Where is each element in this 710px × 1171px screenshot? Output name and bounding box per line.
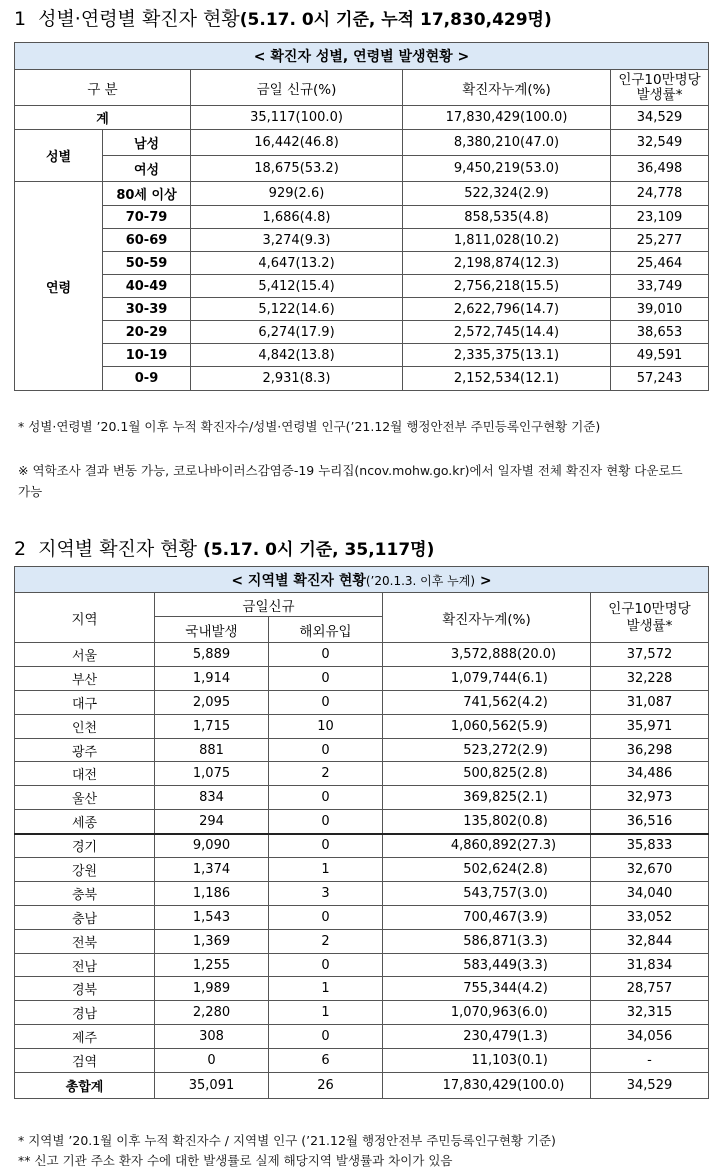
domestic-count: 1,369 xyxy=(155,929,269,953)
table-row xyxy=(15,858,709,882)
header-category: 구 분 xyxy=(15,70,191,106)
table-row xyxy=(15,977,709,1001)
region-name: 전북 xyxy=(15,929,155,953)
table-row: 20-29 6,274(17.9) 2,572,745(14.4) 38,653 xyxy=(15,321,709,344)
table-row xyxy=(15,738,709,762)
table-row xyxy=(15,929,709,953)
rate-cell: 34,040 xyxy=(591,881,709,905)
cumulative-cell: 741,562(4.2) xyxy=(383,690,591,714)
domestic-count: 1,715 xyxy=(155,714,269,738)
overseas-count: 1 xyxy=(269,858,383,882)
cumulative-cell: 586,871(3.3) xyxy=(383,929,591,953)
table-row: 10-19 4,842(13.8) 2,335,375(13.1) 49,591 xyxy=(15,344,709,367)
overseas-count: 0 xyxy=(269,905,383,929)
cumulative-cell: 700,467(3.9) xyxy=(383,905,591,929)
rate-cell: 36,298 xyxy=(591,738,709,762)
table-row: 30-39 5,122(14.6) 2,622,796(14.7) 39,010 xyxy=(15,298,709,321)
rate-cell: 32,670 xyxy=(591,858,709,882)
domestic-count: 1,989 xyxy=(155,977,269,1001)
overseas-count: 2 xyxy=(269,929,383,953)
cumulative-cell: 1,079,744(6.1) xyxy=(383,666,591,690)
region-name: 인천 xyxy=(15,714,155,738)
table2-caption: < 지역별 확진자 현황(’20.1.3. 이후 누계) > xyxy=(15,567,709,593)
total-row: 계 35,117(100.0) 17,830,429(100.0) 34,529 xyxy=(15,106,709,130)
cumulative-cell: 755,344(4.2) xyxy=(383,977,591,1001)
cumulative-cell: 583,449(3.3) xyxy=(383,953,591,977)
header-rate: 인구10만명당 발생률* xyxy=(611,70,709,106)
section1-subtitle: (5.17. 0시 기준, 누적 17,830,429명) xyxy=(239,10,552,30)
section2-note-1: * 지역별 ’20.1월 이후 누적 확진자수 / 지역별 인구 (’21.12월 행정안전부 주민등록인구현황 기준) xyxy=(18,1133,556,1148)
overseas-count: 0 xyxy=(269,953,383,977)
header-cumulative: 확진자누계(%) xyxy=(403,70,611,106)
table-row xyxy=(15,786,709,810)
sex-age-table xyxy=(14,42,709,391)
rate-cell: 37,572 xyxy=(591,643,709,667)
overseas-count: 6 xyxy=(269,1049,383,1073)
table-row xyxy=(15,762,709,786)
cumulative-cell: 523,272(2.9) xyxy=(383,738,591,762)
region-name: 서울 xyxy=(15,643,155,667)
rate-cell: 28,757 xyxy=(591,977,709,1001)
domestic-count: 9,090 xyxy=(155,834,269,858)
domestic-count: 834 xyxy=(155,786,269,810)
cumulative-cell: 1,070,963(6.0) xyxy=(383,1001,591,1025)
rate-cell: 34,056 xyxy=(591,1025,709,1049)
overseas-count: 0 xyxy=(269,643,383,667)
domestic-count: 1,075 xyxy=(155,762,269,786)
region-name: 전남 xyxy=(15,953,155,977)
section2-number: 2 xyxy=(14,538,27,560)
table-row: 40-49 5,412(15.4) 2,756,218(15.5) 33,749 xyxy=(15,275,709,298)
region-name: 검역 xyxy=(15,1049,155,1073)
domestic-count: 2,280 xyxy=(155,1001,269,1025)
header-today-new: 금일 신규(%) xyxy=(191,70,403,106)
header-today-new-group: 금일신규 xyxy=(155,593,383,617)
overseas-count: 3 xyxy=(269,881,383,905)
cumulative-cell: 369,825(2.1) xyxy=(383,786,591,810)
table-row: 성별 남성 16,442(46.8) 8,380,210(47.0) 32,549 xyxy=(15,130,709,156)
table-row xyxy=(15,881,709,905)
overseas-count: 0 xyxy=(269,786,383,810)
table1-caption: < 확진자 성별, 연령별 발생현황 > xyxy=(15,43,709,70)
domestic-count: 1,543 xyxy=(155,905,269,929)
rate-cell: 31,834 xyxy=(591,953,709,977)
region-name: 경북 xyxy=(15,977,155,1001)
section1-number: 1 xyxy=(14,8,27,30)
domestic-count: 1,374 xyxy=(155,858,269,882)
section1-heading: 성별·연령별 확진자 현황 xyxy=(38,8,240,30)
region-table xyxy=(14,566,709,1099)
header-rate: 인구10만명당 발생률* xyxy=(591,593,709,643)
section1-title xyxy=(14,6,552,33)
overseas-count: 0 xyxy=(269,738,383,762)
region-name: 울산 xyxy=(15,786,155,810)
region-name: 세종 xyxy=(15,810,155,834)
region-name: 충남 xyxy=(15,905,155,929)
header-cumulative: 확진자누계(%) xyxy=(383,593,591,643)
cumulative-cell: 543,757(3.0) xyxy=(383,881,591,905)
domestic-count: 5,889 xyxy=(155,643,269,667)
overseas-count: 0 xyxy=(269,690,383,714)
overseas-count: 1 xyxy=(269,1001,383,1025)
table-row xyxy=(15,690,709,714)
cumulative-cell: 4,860,892(27.3) xyxy=(383,834,591,858)
region-name: 제주 xyxy=(15,1025,155,1049)
table-row xyxy=(15,953,709,977)
overseas-count: 0 xyxy=(269,1025,383,1049)
rate-cell: 35,833 xyxy=(591,834,709,858)
region-name: 대전 xyxy=(15,762,155,786)
age-group-label: 연령 xyxy=(15,182,103,391)
table-row xyxy=(15,666,709,690)
domestic-count: 1,914 xyxy=(155,666,269,690)
table-row: 0-9 2,931(8.3) 2,152,534(12.1) 57,243 xyxy=(15,367,709,391)
region-name: 경남 xyxy=(15,1001,155,1025)
rate-cell: 36,516 xyxy=(591,810,709,834)
cumulative-cell: 502,624(2.8) xyxy=(383,858,591,882)
header-overseas: 해외유입 xyxy=(269,617,383,643)
domestic-count: 881 xyxy=(155,738,269,762)
region-name: 대구 xyxy=(15,690,155,714)
domestic-count: 308 xyxy=(155,1025,269,1049)
table-row xyxy=(15,714,709,738)
cumulative-cell: 135,802(0.8) xyxy=(383,810,591,834)
table-row: 연령 80세 이상 929(2.6) 522,324(2.9) 24,778 xyxy=(15,182,709,206)
region-name: 충북 xyxy=(15,881,155,905)
table-row: 60-69 3,274(9.3) 1,811,028(10.2) 25,277 xyxy=(15,229,709,252)
cumulative-cell: 230,479(1.3) xyxy=(383,1025,591,1049)
rate-cell: 32,973 xyxy=(591,786,709,810)
region-name: 경기 xyxy=(15,834,155,858)
region-name: 강원 xyxy=(15,858,155,882)
rate-cell: 34,486 xyxy=(591,762,709,786)
cumulative-cell: 500,825(2.8) xyxy=(383,762,591,786)
table-row xyxy=(15,810,709,834)
cumulative-cell: 11,103(0.1) xyxy=(383,1049,591,1073)
section1-note-1: * 성별·연령별 ’20.1월 이후 누적 확진자수/성별·연령별 인구(’21.12월 행정안전부 주민등록인구현황 기준) xyxy=(18,419,601,434)
section2-heading: 지역별 확진자 현황 xyxy=(38,538,198,560)
overseas-count: 10 xyxy=(269,714,383,738)
section2-note-2: ** 신고 기관 주소 환자 수에 대한 발생률로 실제 해당지역 발생률과 차이가 있음 xyxy=(18,1153,453,1168)
region-name: 부산 xyxy=(15,666,155,690)
rate-cell: - xyxy=(591,1049,709,1073)
domestic-count: 1,186 xyxy=(155,881,269,905)
rate-cell: 32,228 xyxy=(591,666,709,690)
region-name: 광주 xyxy=(15,738,155,762)
rate-cell: 31,087 xyxy=(591,690,709,714)
cumulative-cell: 3,572,888(20.0) xyxy=(383,643,591,667)
overseas-count: 0 xyxy=(269,834,383,858)
overseas-count: 0 xyxy=(269,810,383,834)
header-domestic: 국내발생 xyxy=(155,617,269,643)
table-row: 50-59 4,647(13.2) 2,198,874(12.3) 25,464 xyxy=(15,252,709,275)
cumulative-cell: 1,060,562(5.9) xyxy=(383,714,591,738)
section1-note-2: ※ 역학조사 결과 변동 가능, 코로나바이러스감염증-19 누리집(ncov.mohw.go.kr)에서 일자별 전체 확진자 현황 다운로드 가능 xyxy=(18,463,683,499)
rate-cell: 33,052 xyxy=(591,905,709,929)
rate-cell: 35,971 xyxy=(591,714,709,738)
overseas-count: 2 xyxy=(269,762,383,786)
table-row xyxy=(15,1001,709,1025)
rate-cell: 32,844 xyxy=(591,929,709,953)
total-row: 총합계 35,091 26 17,830,429(100.0) 34,529 xyxy=(15,1073,709,1099)
table-row xyxy=(15,905,709,929)
overseas-count: 0 xyxy=(269,666,383,690)
section2-subtitle: (5.17. 0시 기준, 35,117명) xyxy=(203,540,435,560)
table-row xyxy=(15,1025,709,1049)
domestic-count: 2,095 xyxy=(155,690,269,714)
rate-cell: 32,315 xyxy=(591,1001,709,1025)
domestic-count: 294 xyxy=(155,810,269,834)
table-row xyxy=(15,1049,709,1073)
domestic-count: 1,255 xyxy=(155,953,269,977)
table-row xyxy=(15,834,709,858)
sex-group-label: 성별 xyxy=(15,130,103,182)
section2-title xyxy=(14,536,434,563)
header-region: 지역 xyxy=(15,593,155,643)
table-row: 여성 18,675(53.2) 9,450,219(53.0) 36,498 xyxy=(15,156,709,182)
table-row: 70-79 1,686(4.8) 858,535(4.8) 23,109 xyxy=(15,206,709,229)
overseas-count: 1 xyxy=(269,977,383,1001)
table-row xyxy=(15,643,709,667)
domestic-count: 0 xyxy=(155,1049,269,1073)
